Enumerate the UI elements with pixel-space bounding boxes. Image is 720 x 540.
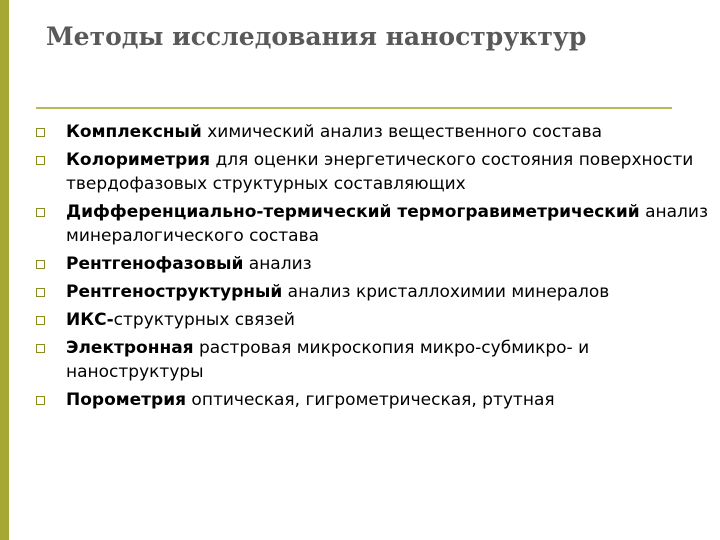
list-item [36,200,716,248]
square-bullet-icon [36,316,45,325]
item-description: структурных связей [113,310,295,330]
square-bullet-icon [36,344,45,353]
item-description: растровая микроскопия микро-субмикро- и наноструктуры [66,338,590,382]
left-accent-bar [0,0,9,540]
item-description: анализ [243,254,312,274]
item-term: Рентгенофазовый [66,254,244,274]
item-description: анализ минералогического состава [66,202,708,246]
list-item [36,120,716,144]
item-term: Электронная [66,338,194,358]
item-term: Порометрия [66,390,187,410]
list-item [36,148,716,196]
square-bullet-icon [36,208,45,217]
square-bullet-icon [36,288,45,297]
item-description: анализ кристаллохимии минералов [282,282,610,302]
item-description: для оценки энергетического состояния поверхности твердофазовых структурных составляющих [66,150,694,194]
title-divider [36,107,672,109]
item-description: оптическая, гигрометрическая, ртутная [186,390,555,410]
item-term: ИКС- [66,310,114,330]
square-bullet-icon [36,396,45,405]
square-bullet-icon [36,156,45,165]
methods-list [36,120,716,416]
item-term: Рентгеноструктурный [66,282,283,302]
list-item [36,280,716,304]
list-item [36,388,716,412]
square-bullet-icon [36,128,45,137]
item-term: Комплексный [66,122,202,142]
list-item [36,252,716,276]
square-bullet-icon [36,260,45,269]
item-term: Дифференциально-термический термогравиметрический [66,202,640,222]
item-term: Колориметрия [66,150,211,170]
list-item [36,308,716,332]
item-description: химический анализ вещественного состава [201,122,603,142]
slide-title: Методы исследования наноструктур [46,22,587,51]
list-item [36,336,716,384]
